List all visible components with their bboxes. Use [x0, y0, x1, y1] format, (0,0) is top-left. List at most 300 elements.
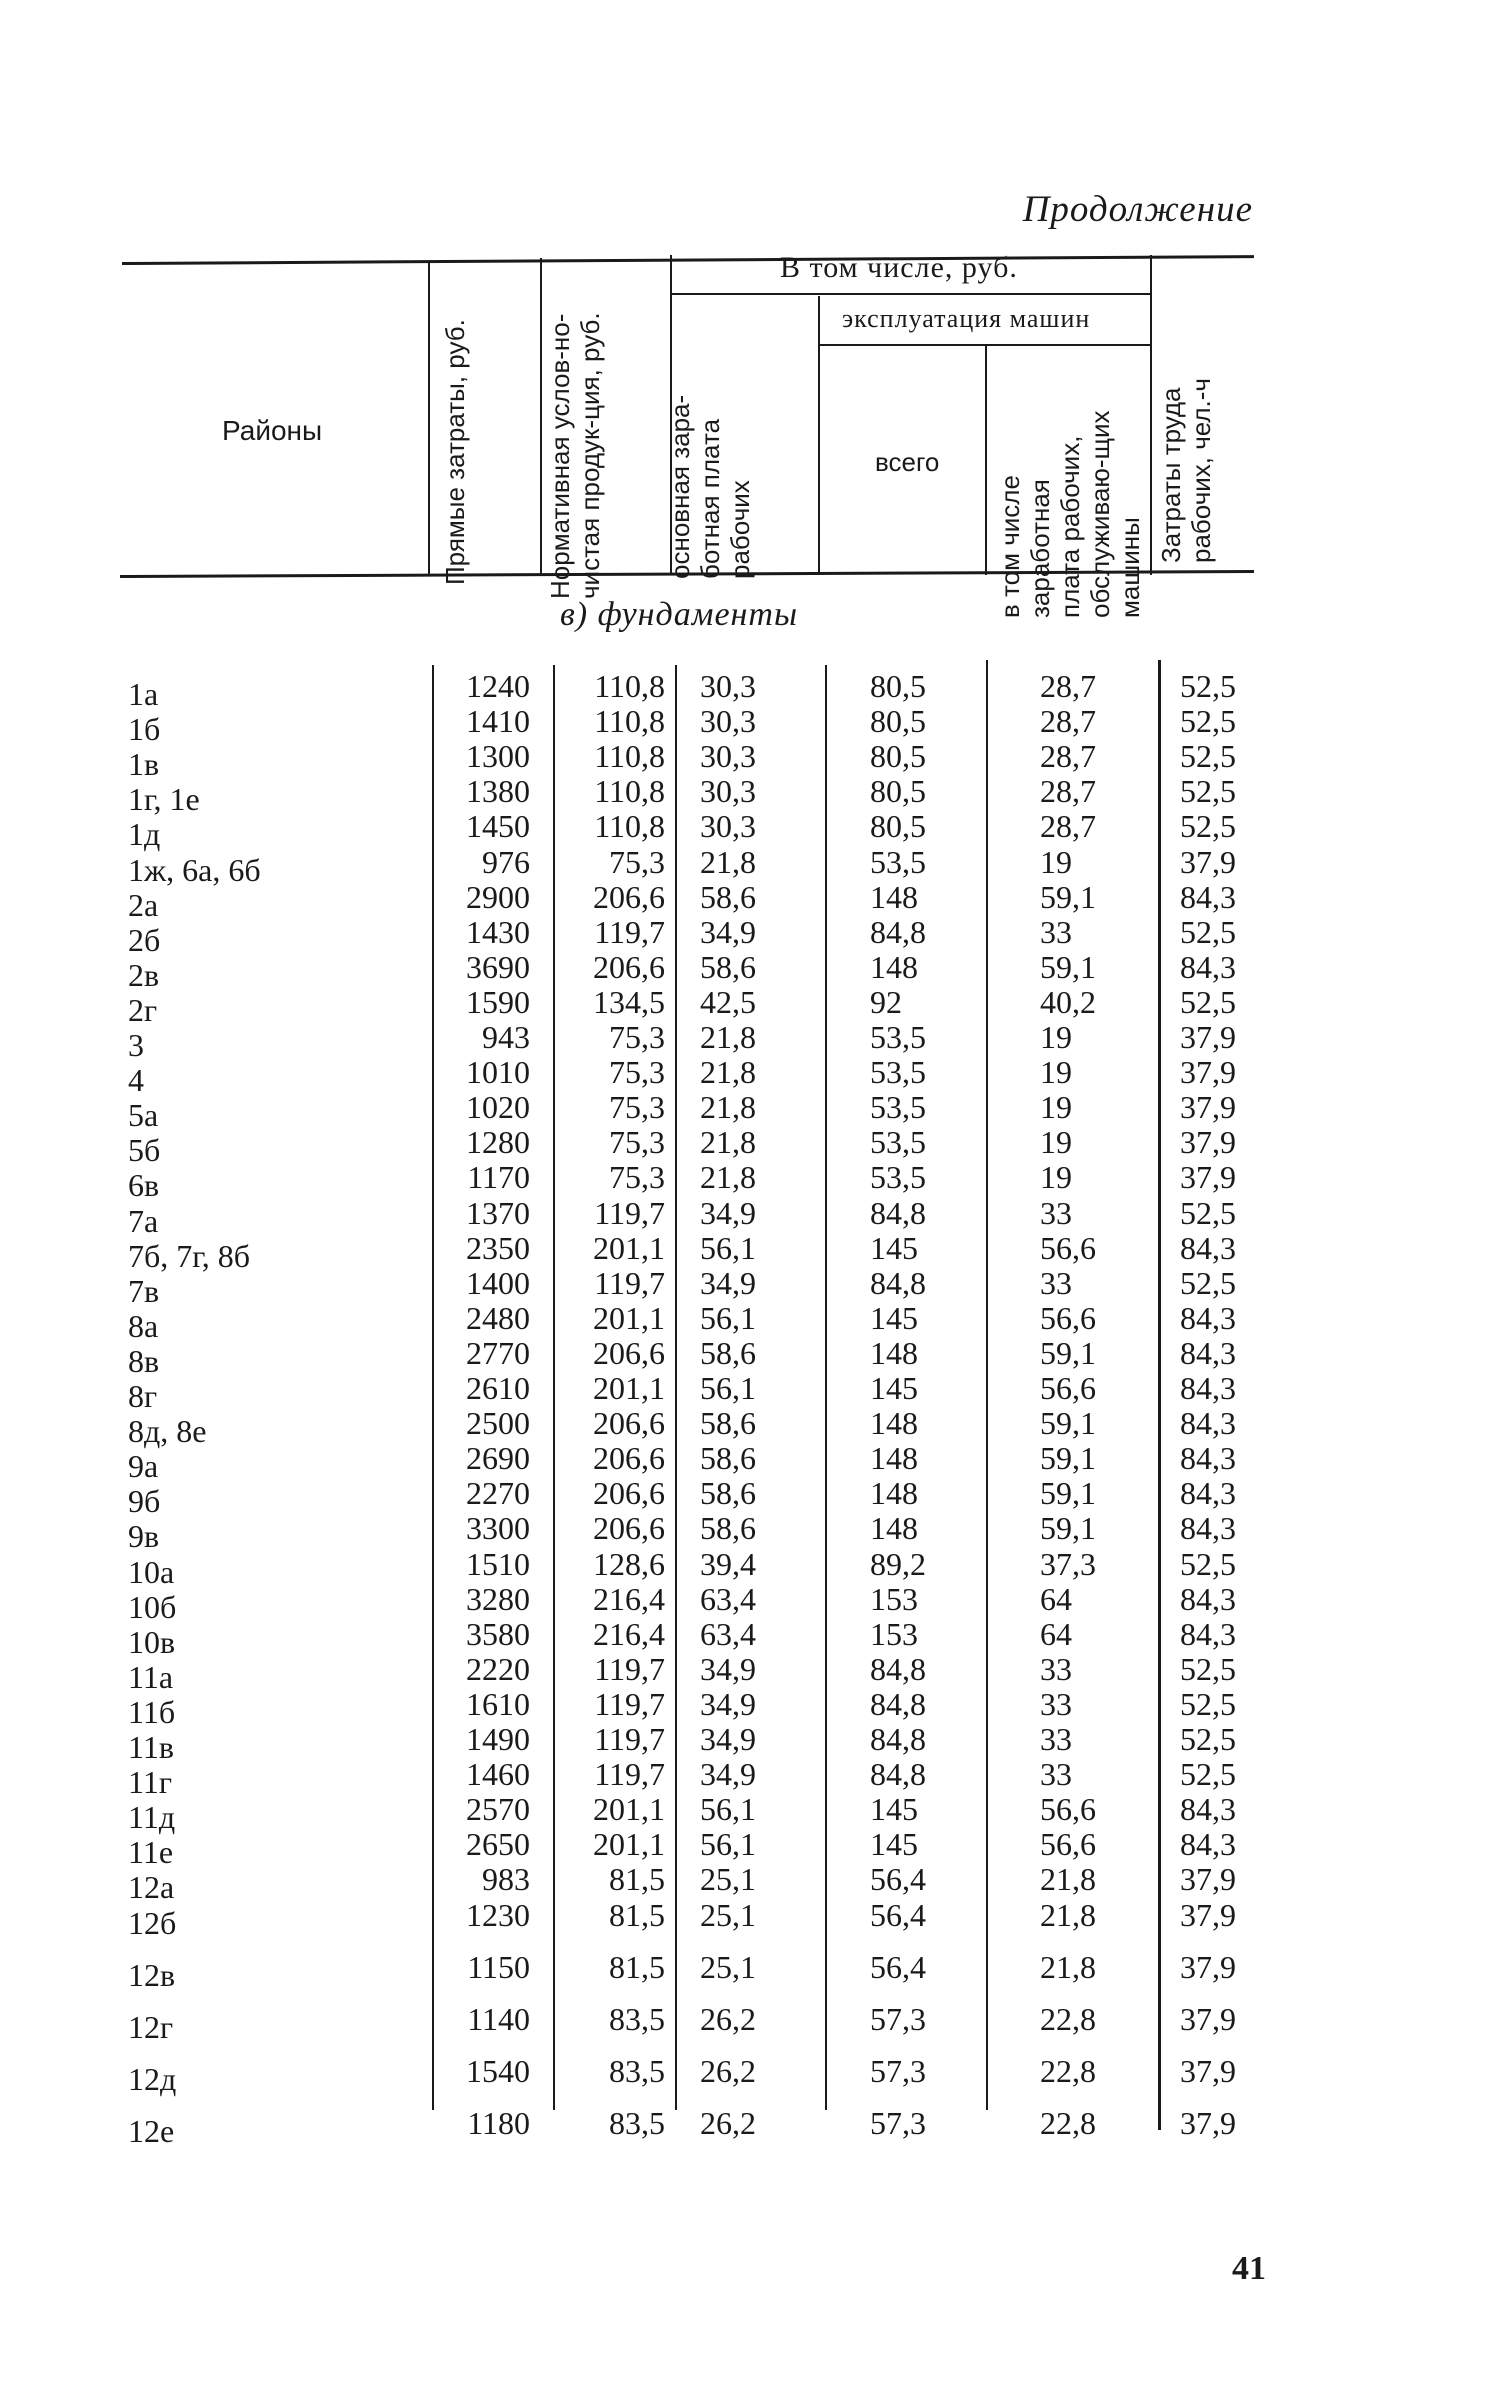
table-row [0, 843, 1498, 888]
machine-total-cell: 145 [870, 1791, 918, 1828]
machine-total-cell: 148 [870, 1334, 918, 1371]
net-product-cell: 201,1 [593, 1299, 665, 1336]
table-row [0, 703, 1498, 748]
machine-total-cell: 84,8 [870, 1194, 926, 1231]
basic-wages-cell: 58,6 [700, 1334, 756, 1371]
machine-total-cell: 53,5 [870, 1019, 926, 1055]
table-row [0, 2052, 1498, 2097]
basic-wages-cell: 58,6 [700, 878, 756, 915]
region-cell: 11а [128, 1658, 174, 1695]
basic-wages-cell: 26,2 [700, 2052, 756, 2089]
header-direct-costs: Прямые затраты, руб. [440, 319, 470, 585]
region-cell: 1г, 1е [128, 781, 200, 818]
basic-wages-cell: 25,1 [700, 1861, 756, 1898]
machine-total-cell: 57,3 [870, 2104, 926, 2141]
basic-wages-cell: 30,3 [700, 773, 756, 810]
labor-cell: 37,9 [1180, 1089, 1236, 1126]
region-cell: 9а [128, 1448, 159, 1485]
machine-wages-cell: 19 [1040, 1019, 1072, 1055]
region-cell: 1ж, 6а, 6б [128, 851, 261, 888]
region-cell: 6в [128, 1167, 160, 1204]
labor-cell: 37,9 [1180, 1019, 1236, 1055]
region-cell: 8д, 8е [128, 1413, 207, 1450]
machine-total-cell: 145 [870, 1826, 918, 1863]
table-row [0, 1299, 1498, 1344]
table-row [0, 1370, 1498, 1414]
labor-cell: 52,5 [1180, 983, 1236, 1020]
direct-costs-cell: 2690 [466, 1440, 530, 1477]
region-cell: 12д [128, 2060, 177, 2097]
region-cell: 1в [128, 746, 160, 783]
machine-wages-cell: 56,6 [1040, 1791, 1096, 1828]
net-product-cell: 81,5 [609, 1948, 665, 1985]
direct-costs-cell: 2220 [466, 1650, 530, 1687]
region-cell: 2а [128, 886, 159, 923]
direct-costs-cell: 983 [482, 1861, 530, 1898]
table-row [0, 1405, 1498, 1450]
labor-cell: 37,9 [1180, 2000, 1236, 2037]
region-cell: 5а [128, 1097, 159, 1134]
machine-wages-cell: 40,2 [1040, 983, 1096, 1020]
direct-costs-cell: 2570 [466, 1791, 530, 1828]
direct-costs-cell: 1400 [466, 1264, 530, 1301]
section-title: в) фундаменты [560, 596, 798, 633]
machine-wages-cell: 56,6 [1040, 1370, 1096, 1406]
basic-wages-cell: 30,3 [700, 738, 756, 775]
machine-wages-cell: 19 [1040, 1089, 1072, 1126]
labor-cell: 52,5 [1180, 1721, 1236, 1757]
net-product-cell: 110,8 [594, 773, 665, 810]
net-product-cell: 128,6 [593, 1545, 665, 1582]
direct-costs-cell: 1020 [466, 1089, 530, 1126]
machine-wages-cell: 19 [1040, 1054, 1072, 1091]
labor-cell: 52,5 [1180, 913, 1236, 950]
machine-total-cell: 53,5 [870, 1124, 926, 1161]
machine-wages-cell: 33 [1040, 913, 1072, 950]
table-row [0, 1054, 1498, 1099]
machine-wages-cell: 28,7 [1040, 773, 1096, 810]
direct-costs-cell: 1460 [466, 1756, 530, 1793]
labor-cell: 84,3 [1180, 1299, 1236, 1336]
machine-wages-cell: 64 [1040, 1580, 1072, 1617]
region-cell: 12г [128, 2008, 174, 2045]
net-product-cell: 119,7 [594, 1194, 665, 1231]
machine-total-cell: 56,4 [870, 1948, 926, 1985]
labor-cell: 52,5 [1180, 738, 1236, 775]
net-product-cell: 119,7 [594, 1650, 665, 1687]
machine-wages-cell: 28,7 [1040, 738, 1096, 775]
machine-total-cell: 57,3 [870, 2000, 926, 2037]
continuation-label: Продолжение [1022, 189, 1253, 230]
net-product-cell: 216,4 [593, 1580, 665, 1617]
net-product-cell: 206,6 [593, 878, 665, 915]
table-row [0, 668, 1498, 712]
table-row [0, 1545, 1498, 1590]
header-divider-1 [428, 262, 430, 575]
table-row [0, 1019, 1498, 1063]
region-cell: 11д [128, 1799, 176, 1836]
machine-wages-cell: 56,6 [1040, 1826, 1096, 1863]
direct-costs-cell: 1370 [466, 1194, 530, 1231]
table-row [0, 1440, 1498, 1485]
machine-total-cell: 84,8 [870, 1264, 926, 1301]
labor-cell: 37,9 [1180, 2052, 1236, 2089]
basic-wages-cell: 34,9 [700, 1194, 756, 1231]
machine-total-cell: 53,5 [870, 1054, 926, 1091]
header-divider-5 [985, 345, 987, 575]
machine-total-cell: 145 [870, 1299, 918, 1336]
direct-costs-cell: 1430 [466, 913, 530, 950]
direct-costs-cell: 3690 [466, 948, 530, 985]
labor-cell: 52,5 [1180, 1264, 1236, 1301]
net-product-cell: 206,6 [593, 1475, 665, 1512]
machine-wages-cell: 33 [1040, 1756, 1072, 1793]
region-cell: 9в [128, 1518, 160, 1555]
region-cell: 10а [128, 1553, 175, 1590]
net-product-cell: 75,3 [609, 843, 665, 880]
direct-costs-cell: 1240 [466, 668, 530, 704]
basic-wages-cell: 58,6 [700, 1440, 756, 1477]
direct-costs-cell: 2500 [466, 1405, 530, 1442]
basic-wages-cell: 58,6 [700, 1510, 756, 1547]
table-row [0, 1948, 1498, 1993]
machine-total-cell: 53,5 [870, 843, 926, 880]
header-basic-wages: основная зара-ботная плата рабочих [665, 394, 755, 579]
labor-cell: 52,5 [1180, 773, 1236, 810]
table-row [0, 1826, 1498, 1871]
table-row [0, 1124, 1498, 1169]
machine-wages-cell: 33 [1040, 1194, 1072, 1231]
net-product-cell: 206,6 [593, 1510, 665, 1547]
net-product-cell: 206,6 [593, 948, 665, 985]
basic-wages-cell: 56,1 [700, 1826, 756, 1863]
machine-wages-cell: 22,8 [1040, 2052, 1096, 2089]
header-machine-total: всего [875, 447, 940, 477]
page-number: 41 [1232, 2250, 1266, 2287]
machine-wages-cell: 21,8 [1040, 1948, 1096, 1985]
table-row [0, 2000, 1498, 2045]
basic-wages-cell: 34,9 [700, 1721, 756, 1757]
machine-total-cell: 92 [870, 983, 902, 1020]
direct-costs-cell: 2650 [466, 1826, 530, 1863]
machine-total-cell: 80,5 [870, 808, 926, 845]
basic-wages-cell: 21,8 [700, 1019, 756, 1055]
net-product-cell: 119,7 [594, 1756, 665, 1793]
machine-total-cell: 84,8 [870, 1685, 926, 1722]
direct-costs-cell: 1010 [466, 1054, 530, 1091]
machine-wages-cell: 28,7 [1040, 703, 1096, 740]
machine-total-cell: 53,5 [870, 1159, 926, 1196]
machine-wages-cell: 19 [1040, 1124, 1072, 1161]
region-cell: 8г [128, 1378, 158, 1414]
direct-costs-cell: 976 [482, 843, 530, 880]
basic-wages-cell: 30,3 [700, 808, 756, 845]
machine-total-cell: 145 [870, 1370, 918, 1406]
direct-costs-cell: 2770 [466, 1334, 530, 1371]
basic-wages-cell: 34,9 [700, 913, 756, 950]
region-cell: 1д [128, 816, 161, 853]
net-product-cell: 119,7 [594, 1264, 665, 1301]
machine-wages-cell: 59,1 [1040, 1405, 1096, 1442]
machine-total-cell: 84,8 [870, 1650, 926, 1687]
net-product-cell: 206,6 [593, 1440, 665, 1477]
net-product-cell: 83,5 [609, 2000, 665, 2037]
machine-total-cell: 57,3 [870, 2052, 926, 2089]
header-top-rule [122, 255, 1254, 265]
direct-costs-cell: 1170 [467, 1159, 530, 1196]
labor-cell: 37,9 [1180, 1054, 1236, 1091]
labor-cell: 84,3 [1180, 1405, 1236, 1442]
labor-cell: 37,9 [1180, 1124, 1236, 1161]
table-row [0, 1650, 1498, 1695]
table-row [0, 1264, 1498, 1309]
table-row [0, 983, 1498, 1028]
net-product-cell: 81,5 [609, 1861, 665, 1898]
net-product-cell: 83,5 [609, 2052, 665, 2089]
net-product-cell: 134,5 [593, 983, 665, 1020]
direct-costs-cell: 2900 [466, 878, 530, 915]
machine-wages-cell: 21,8 [1040, 1861, 1096, 1898]
labor-cell: 84,3 [1180, 1370, 1236, 1406]
direct-costs-cell: 1410 [466, 703, 530, 740]
net-product-cell: 206,6 [593, 1405, 665, 1442]
machine-wages-cell: 59,1 [1040, 1440, 1096, 1477]
labor-cell: 84,3 [1180, 878, 1236, 915]
table-row [0, 948, 1498, 993]
machine-total-cell: 153 [870, 1615, 918, 1652]
machine-wages-cell: 37,3 [1040, 1545, 1096, 1582]
machine-total-cell: 84,8 [870, 1721, 926, 1757]
net-product-cell: 119,7 [594, 1721, 665, 1757]
net-product-cell: 119,7 [594, 913, 665, 950]
region-cell: 7в [128, 1272, 160, 1309]
machine-wages-cell: 59,1 [1040, 1475, 1096, 1512]
region-cell: 10в [128, 1623, 176, 1660]
direct-costs-cell: 1280 [466, 1124, 530, 1161]
table-row [0, 878, 1498, 923]
machine-wages-cell: 33 [1040, 1650, 1072, 1687]
basic-wages-cell: 56,1 [700, 1299, 756, 1336]
table-row [0, 1510, 1498, 1555]
table-row [0, 1229, 1498, 1274]
net-product-cell: 75,3 [609, 1124, 665, 1161]
basic-wages-cell: 21,8 [700, 1089, 756, 1126]
basic-wages-cell: 58,6 [700, 1405, 756, 1442]
region-cell: 3 [128, 1027, 144, 1063]
basic-wages-cell: 26,2 [700, 2000, 756, 2037]
labor-cell: 84,3 [1180, 1229, 1236, 1266]
labor-cell: 84,3 [1180, 1580, 1236, 1617]
machine-wages-cell: 59,1 [1040, 1334, 1096, 1371]
basic-wages-cell: 21,8 [700, 1054, 756, 1091]
machine-wages-cell: 33 [1040, 1721, 1072, 1757]
labor-cell: 52,5 [1180, 703, 1236, 740]
net-product-cell: 201,1 [593, 1370, 665, 1406]
direct-costs-cell: 1590 [466, 983, 530, 1020]
net-product-cell: 75,3 [609, 1054, 665, 1091]
labor-cell: 84,3 [1180, 1791, 1236, 1828]
net-product-cell: 110,8 [594, 738, 665, 775]
direct-costs-cell: 1380 [466, 773, 530, 810]
basic-wages-cell: 30,3 [700, 668, 756, 704]
net-product-cell: 216,4 [593, 1615, 665, 1652]
net-product-cell: 81,5 [609, 1896, 665, 1933]
labor-cell: 52,5 [1180, 1545, 1236, 1582]
labor-cell: 84,3 [1180, 1440, 1236, 1477]
table-row [0, 1194, 1498, 1239]
basic-wages-cell: 21,8 [700, 1159, 756, 1196]
region-cell: 8а [128, 1307, 159, 1344]
table-row [0, 913, 1498, 958]
net-product-cell: 201,1 [593, 1229, 665, 1266]
basic-wages-cell: 25,1 [700, 1948, 756, 1985]
machine-wages-cell: 56,6 [1040, 1229, 1096, 1266]
region-cell: 2б [128, 921, 161, 958]
region-cell: 2г [128, 991, 158, 1028]
labor-cell: 84,3 [1180, 1510, 1236, 1547]
region-cell: 5б [128, 1132, 161, 1169]
basic-wages-cell: 26,2 [700, 2104, 756, 2141]
machine-total-cell: 148 [870, 1440, 918, 1477]
labor-cell: 37,9 [1180, 1861, 1236, 1898]
header-divider-6 [1150, 255, 1152, 575]
region-cell: 8в [128, 1342, 160, 1379]
direct-costs-cell: 3580 [466, 1615, 530, 1652]
machine-total-cell: 80,5 [870, 773, 926, 810]
machine-total-cell: 145 [870, 1229, 918, 1266]
labor-cell: 84,3 [1180, 1475, 1236, 1512]
basic-wages-cell: 63,4 [700, 1580, 756, 1617]
machine-total-cell: 56,4 [870, 1896, 926, 1933]
machine-wages-cell: 22,8 [1040, 2104, 1096, 2141]
direct-costs-cell: 2480 [466, 1299, 530, 1336]
labor-cell: 52,5 [1180, 1650, 1236, 1687]
basic-wages-cell: 25,1 [700, 1896, 756, 1933]
region-cell: 11г [128, 1764, 172, 1801]
direct-costs-cell: 3280 [466, 1580, 530, 1617]
machine-wages-cell: 19 [1040, 1159, 1072, 1196]
region-cell: 4 [128, 1062, 144, 1099]
basic-wages-cell: 30,3 [700, 703, 756, 740]
direct-costs-cell: 2610 [466, 1370, 530, 1406]
net-product-cell: 206,6 [593, 1334, 665, 1371]
basic-wages-cell: 58,6 [700, 1475, 756, 1512]
table-row [0, 1159, 1498, 1204]
net-product-cell: 75,3 [609, 1089, 665, 1126]
net-product-cell: 201,1 [593, 1791, 665, 1828]
machine-total-cell: 84,8 [870, 1756, 926, 1793]
basic-wages-cell: 42,5 [700, 983, 756, 1020]
region-cell: 11в [128, 1729, 174, 1765]
direct-costs-cell: 943 [482, 1019, 530, 1055]
machine-wages-cell: 59,1 [1040, 1510, 1096, 1547]
table-row [0, 1896, 1498, 1941]
machine-total-cell: 148 [870, 948, 918, 985]
table-row [0, 738, 1498, 783]
header-regions: Районы [222, 415, 323, 446]
table-row [0, 1580, 1498, 1625]
machine-wages-cell: 21,8 [1040, 1896, 1096, 1933]
machine-total-cell: 89,2 [870, 1545, 926, 1582]
table-row [0, 773, 1498, 818]
machine-total-cell: 84,8 [870, 913, 926, 950]
machine-total-cell: 80,5 [870, 668, 926, 704]
header-including-group: В том числе, руб. [780, 251, 1018, 284]
labor-cell: 37,9 [1180, 1948, 1236, 1985]
header-machine-wages: в том числе заработная плата рабочих, обслуживаю-щих машины [995, 410, 1145, 618]
table-row [0, 808, 1498, 853]
labor-cell: 84,3 [1180, 1334, 1236, 1371]
machine-wages-cell: 28,7 [1040, 668, 1096, 704]
machine-wages-cell: 28,7 [1040, 808, 1096, 845]
direct-costs-cell: 1540 [466, 2052, 530, 2089]
net-product-cell: 75,3 [609, 1159, 665, 1196]
machine-wages-cell: 19 [1040, 843, 1072, 880]
region-cell: 10б [128, 1588, 177, 1625]
basic-wages-cell: 34,9 [700, 1685, 756, 1722]
region-cell: 11е [128, 1834, 174, 1871]
header-labor: Затраты труда рабочих, чел.-ч [1156, 378, 1216, 563]
direct-costs-cell: 1230 [466, 1896, 530, 1933]
basic-wages-cell: 21,8 [700, 843, 756, 880]
machine-total-cell: 148 [870, 878, 918, 915]
labor-cell: 52,5 [1180, 1685, 1236, 1722]
labor-cell: 37,9 [1180, 2104, 1236, 2141]
machine-wages-cell: 22,8 [1040, 2000, 1096, 2037]
basic-wages-cell: 58,6 [700, 948, 756, 985]
region-cell: 12в [128, 1956, 176, 1993]
net-product-cell: 75,3 [609, 1019, 665, 1055]
labor-cell: 52,5 [1180, 1756, 1236, 1793]
table-row [0, 1685, 1498, 1730]
table-row [0, 1475, 1498, 1520]
labor-cell: 52,5 [1180, 808, 1236, 845]
region-cell: 9б [128, 1483, 161, 1520]
labor-cell: 84,3 [1180, 1615, 1236, 1652]
basic-wages-cell: 56,1 [700, 1229, 756, 1266]
table-row [0, 2104, 1498, 2149]
direct-costs-cell: 2350 [466, 1229, 530, 1266]
labor-cell: 37,9 [1180, 1159, 1236, 1196]
labor-cell: 52,5 [1180, 668, 1236, 704]
direct-costs-cell: 1610 [466, 1685, 530, 1722]
direct-costs-cell: 1490 [466, 1721, 530, 1757]
direct-costs-cell: 1150 [467, 1948, 530, 1985]
basic-wages-cell: 56,1 [700, 1370, 756, 1406]
header-divider-2 [540, 258, 542, 575]
direct-costs-cell: 1180 [467, 2104, 530, 2141]
net-product-cell: 201,1 [593, 1826, 665, 1863]
machine-wages-cell: 33 [1040, 1264, 1072, 1301]
region-cell: 7б, 7г, 8б [128, 1237, 251, 1274]
table-row [0, 1089, 1498, 1134]
table-row [0, 1791, 1498, 1836]
region-cell: 12а [128, 1869, 175, 1906]
net-product-cell: 119,7 [594, 1685, 665, 1722]
machine-total-cell: 148 [870, 1405, 918, 1442]
table-row [0, 1756, 1498, 1801]
direct-costs-cell: 1140 [467, 2000, 530, 2037]
region-cell: 11б [128, 1693, 176, 1730]
basic-wages-cell: 63,4 [700, 1615, 756, 1652]
labor-cell: 52,5 [1180, 1194, 1236, 1231]
basic-wages-cell: 34,9 [700, 1756, 756, 1793]
machine-total-cell: 80,5 [870, 738, 926, 775]
basic-wages-cell: 56,1 [700, 1791, 756, 1828]
header-machine-group: эксплуатация машин [842, 304, 1091, 333]
header-group-rule [670, 293, 1152, 295]
labor-cell: 84,3 [1180, 1826, 1236, 1863]
